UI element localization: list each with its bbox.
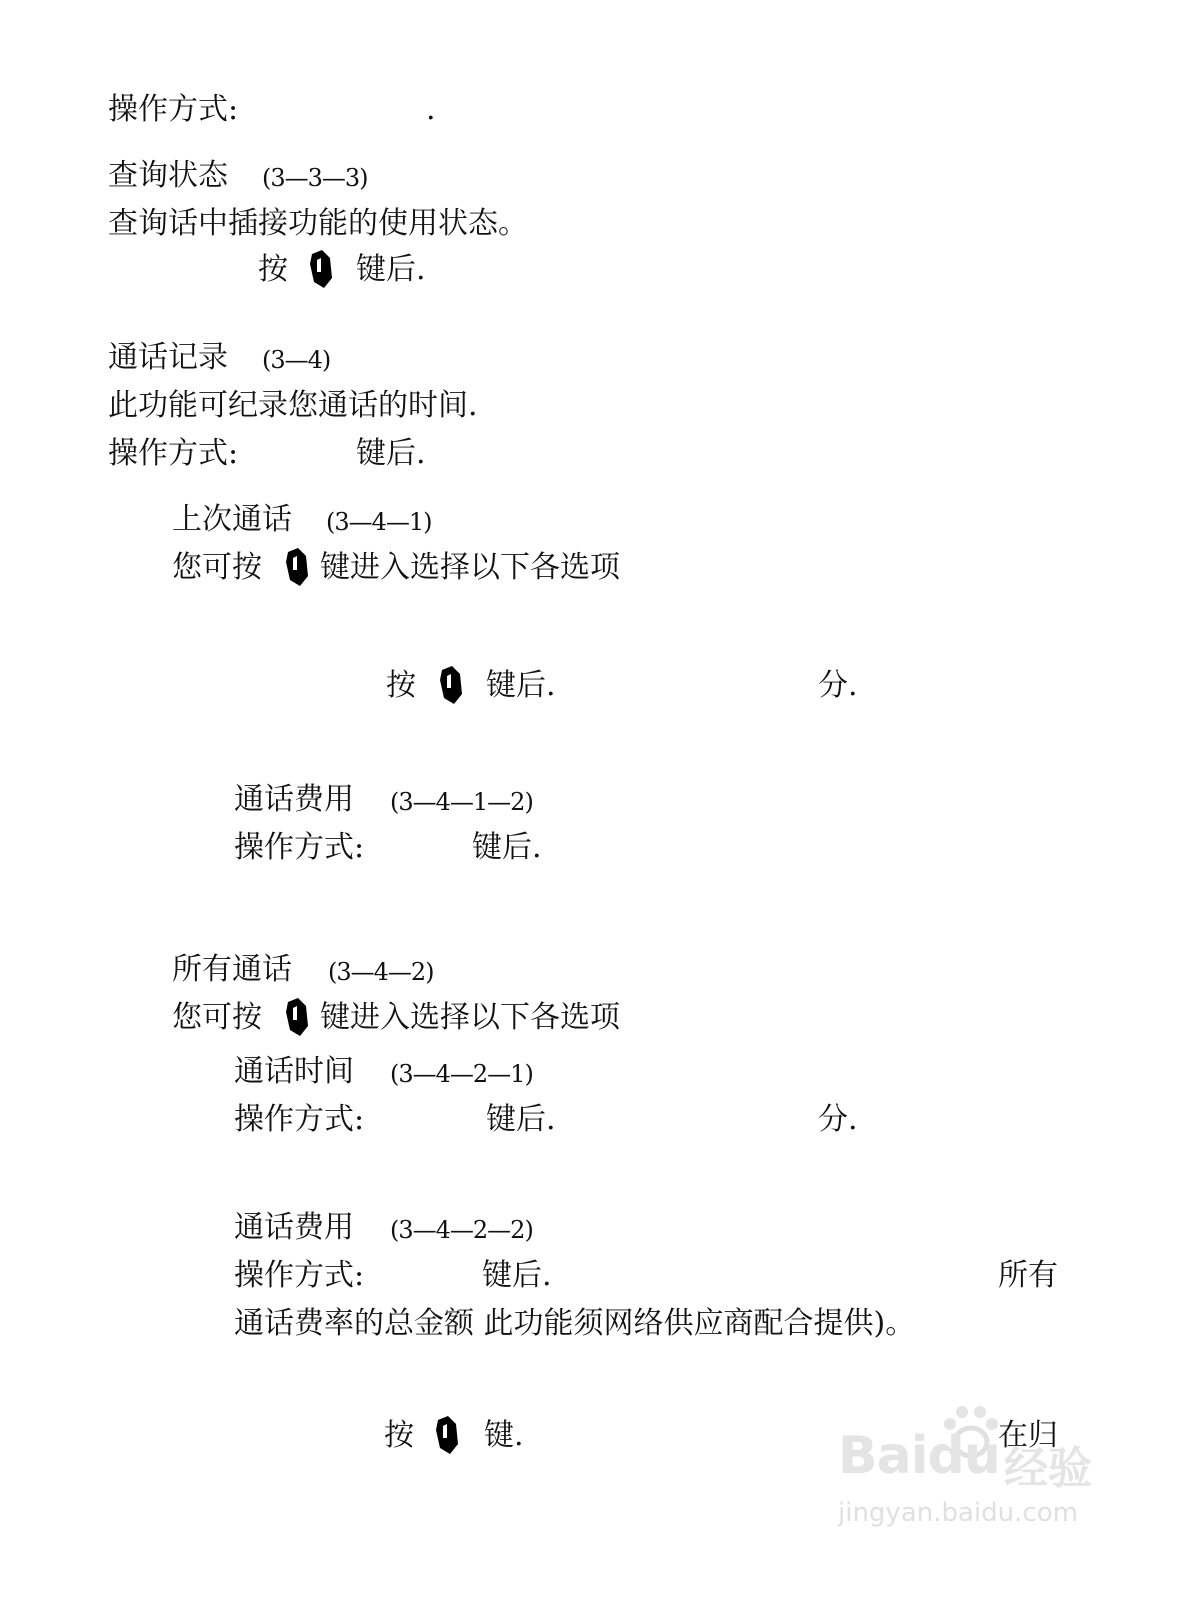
line-operation-4-key: 键后. [486, 1102, 556, 1137]
line-all-label: 所有 [998, 1258, 1058, 1293]
line-key-after-2: 键后. [486, 668, 556, 703]
line-operation-3: 操作方式: [234, 830, 365, 865]
line-operation-4: 操作方式: [234, 1102, 365, 1137]
phone-key-icon [306, 248, 336, 290]
jingyan-text: 经验 [1004, 1443, 1092, 1494]
line-press-2: 按 [386, 668, 416, 703]
line-operation-2-key: 键后. [356, 436, 426, 471]
baidu-logo-text: Baidu [838, 1426, 1000, 1486]
section-code-call-cost-2: (3—4—2—2) [390, 1216, 533, 1244]
section-title-call-cost-1: 通话费用 [234, 782, 354, 817]
line-query-desc: 查询话中插接功能的使用状态。 [108, 206, 528, 241]
section-code-call-log: (3—4) [262, 346, 331, 374]
section-title-call-log: 通话记录 [108, 340, 228, 375]
section-code-call-cost-1: (3—4—1—2) [390, 788, 533, 816]
line-operation-1: 操作方式: [108, 92, 239, 127]
line-press-3: 按 [384, 1418, 414, 1453]
line-total-cost-desc: 通话费率的总金额 此功能须网络供应商配合提供)。 [234, 1306, 916, 1341]
line-select-prefix-1: 您可按 [172, 550, 262, 585]
line-select-prefix-2: 您可按 [172, 1000, 262, 1035]
line-operation-1-dot: . [426, 92, 436, 127]
phone-key-icon [282, 546, 312, 588]
line-operation-3-key: 键后. [472, 830, 542, 865]
line-select-suffix-2: 键进入选择以下各选项 [320, 1000, 620, 1035]
section-title-call-time: 通话时间 [234, 1054, 354, 1089]
phone-key-icon [282, 996, 312, 1038]
watermark-url: jingyan.baidu.com [838, 1498, 1078, 1528]
phone-key-icon [436, 664, 466, 706]
line-operation-5: 操作方式: [234, 1258, 365, 1293]
line-minutes-1: 分. [818, 668, 858, 703]
section-title-last-call: 上次通话 [172, 502, 292, 537]
line-operation-5-key: 键后. [482, 1258, 552, 1293]
line-key-3: 键. [484, 1418, 524, 1453]
line-press: 按 [258, 252, 288, 287]
line-minutes-2: 分. [818, 1102, 858, 1137]
line-operation-2: 操作方式: [108, 436, 239, 471]
section-code-all-calls: (3—4—2) [328, 958, 434, 986]
phone-key-icon [432, 1414, 462, 1456]
section-title-query-status: 查询状态 [108, 158, 228, 193]
line-select-suffix-1: 键进入选择以下各选项 [320, 550, 620, 585]
section-code-last-call: (3—4—1) [326, 508, 432, 536]
line-key-after: 键后. [356, 252, 426, 287]
section-code-query-status: (3—3—3) [262, 164, 368, 192]
section-title-call-cost-2: 通话费用 [234, 1210, 354, 1245]
section-title-all-calls: 所有通话 [172, 952, 292, 987]
line-call-log-desc: 此功能可纪录您通话的时间. [108, 388, 478, 423]
line-at-home: 在归 [998, 1418, 1058, 1453]
baidu-watermark [838, 1418, 1100, 1568]
section-code-call-time: (3—4—2—1) [390, 1060, 533, 1088]
